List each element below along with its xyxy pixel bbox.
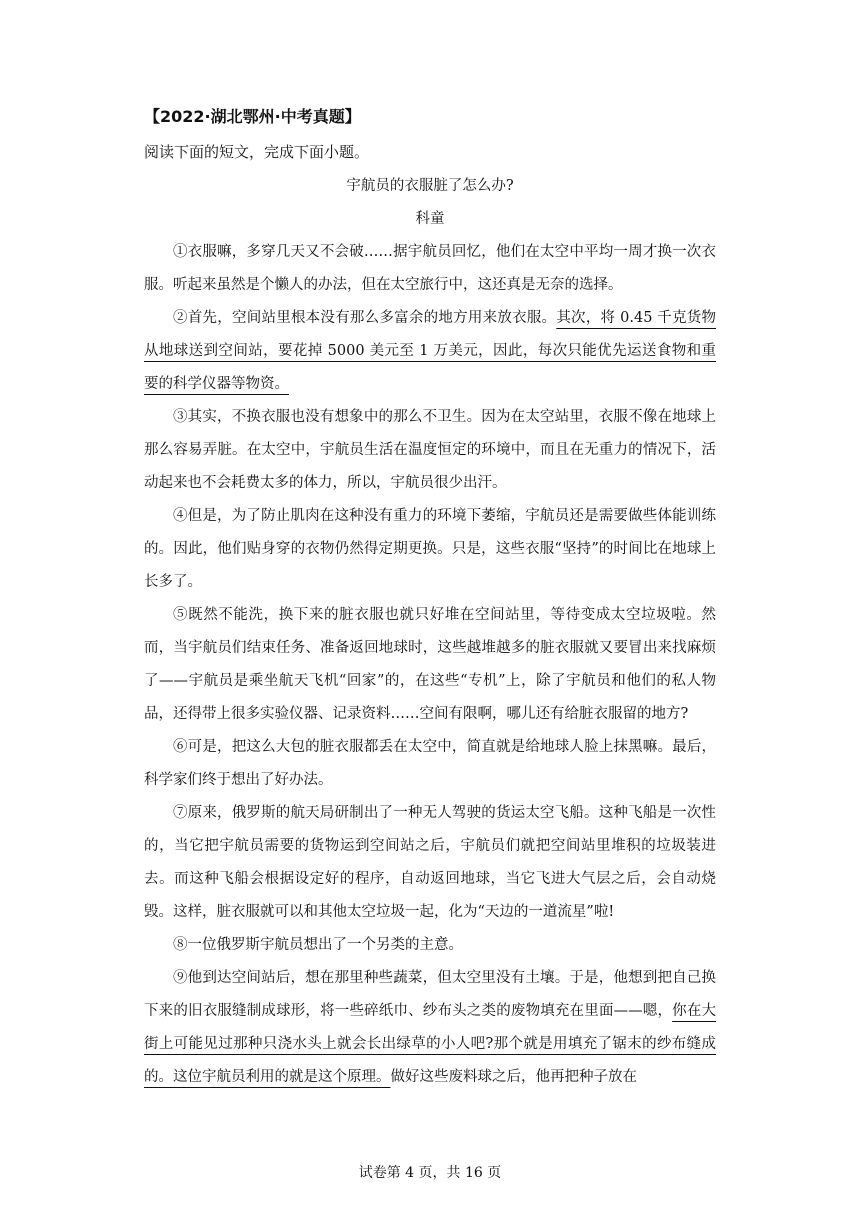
paragraph-6 — [144, 731, 716, 797]
article-body — [144, 236, 716, 1094]
paragraph-2 — [144, 302, 716, 401]
paragraph-text: ②首先，空间站里根本没有那么多富余的地方用来放衣服。 — [173, 310, 557, 326]
paragraph-text: ⑦原来，俄罗斯的航天局研制出了一种无人驾驶的货运太空飞船。这种飞船是一次性的，当它把宇航员需要的货物运到空间站之后，宇航员们就把空间站里堆积的垃圾装进去。而这种飞船会根据设定好的程序，自动返回地球，当它飞进大气层之后，会自动烧毁。这样，脏衣服就可以和其他太空垃圾一起，化为“天边的一道流星”啦! — [144, 805, 716, 920]
paragraph-3 — [144, 401, 716, 500]
instruction: 阅读下面的短文，完成下面小题。 — [144, 143, 370, 161]
paragraph-7 — [144, 797, 716, 929]
paragraph-text: ⑧一位俄罗斯宇航员想出了一个另类的主意。 — [173, 937, 463, 953]
paragraph-1 — [144, 236, 716, 302]
question-source: 【2022·湖北鄂州·中考真题】 — [144, 107, 361, 126]
paragraph-5 — [144, 599, 716, 731]
paragraph-text: 做好这些废料球之后，他再把种子放在 — [390, 1069, 637, 1085]
paragraph-9 — [144, 962, 716, 1094]
paragraph-text: ④但是，为了防止肌肉在这种没有重力的环境下萎缩，宇航员还是需要做些体能训练的。因此，他们贴身穿的衣物仍然得定期更换。只是，这些衣服“坚持”的时间比在地球上长多了。 — [144, 508, 716, 590]
paragraph-4 — [144, 500, 716, 599]
paragraph-text: ⑨他到达空间站后，想在那里种些蔬菜，但太空里没有土壤。于是，他想到把自己换下来的旧衣服缝制成球形，将一些碎纸巾、纱布头之类的废物填充在里面——嗯， — [144, 970, 716, 1019]
paragraph-text: ③其实，不换衣服也没有想象中的那么不卫生。因为在太空站里，衣服不像在地球上那么容易弄脏。在太空中，宇航员生活在温度恒定的环境中，而且在无重力的情况下，活动起来也不会耗费太多的体力，所以，宇航员很少出汗。 — [144, 409, 716, 491]
underlined-sentence: 你在大街上可能见过那种只浇水头上就会长出绿草的小人吧?那个就是用填充了锯末的纱布缝成的。这位宇航员利用的就是这个原理。 — [144, 1003, 717, 1085]
paragraph-text: ⑥可是，把这么大包的脏衣服都丢在太空中，简直就是给地球人脸上抹黑嘛。最后，科学家们终于想出了好办法。 — [144, 739, 716, 788]
page-footer: 试卷第 4 页，共 16 页 — [358, 1165, 502, 1181]
paragraph-text: ①衣服嘛，多穿几天又不会破……据宇航员回忆，他们在太空中平均一周才换一次衣服。听起来虽然是个懒人的办法，但在太空旅行中，这还真是无奈的选择。 — [144, 244, 716, 293]
article-title: 宇航员的衣服脏了怎么办? — [346, 178, 514, 194]
article-author: 科童 — [415, 211, 445, 227]
paragraph-8 — [144, 929, 716, 962]
paragraph-text: ⑤既然不能洗，换下来的脏衣服也就只好堆在空间站里，等待变成太空垃圾啦。然而，当宇航员们结束任务、准备返回地球时，这些越堆越多的脏衣服就又要冒出来找麻烦了——宇航员是乘坐航天飞机“回家”的，在这些“专机”上，除了宇航员和他们的私人物品，还得带上很多实验仪器、记录资料……空间有限啊，哪儿还有给脏衣服留的地方? — [144, 607, 716, 722]
underlined-sentence: 其次，将 0.45 千克货物从地球送到空间站，要花掉 5000 美元至 1 万美元，因此，每次只能优先运送食物和重要的科学仪器等物资。 — [144, 310, 716, 392]
